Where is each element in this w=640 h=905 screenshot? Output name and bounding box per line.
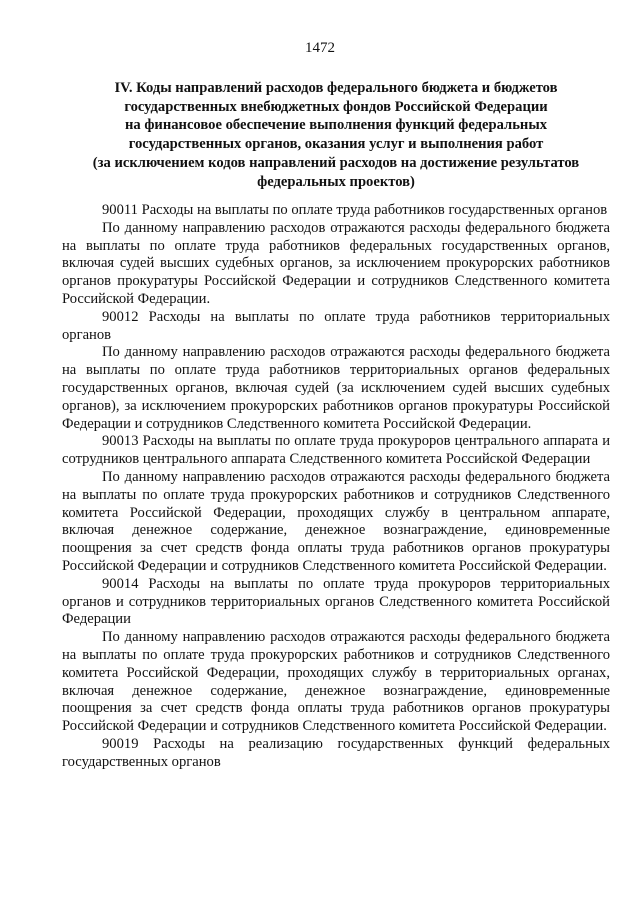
heading-line: (за исключением кодов направлений расходов на достижение результатов [92,154,580,171]
code-description-90014: По данному направлению расходов отражаются расходы федерального бюджета на выплаты по оплате труда прокурорских работников и сотрудников Следственного комитета Российской Федерации, проходящих службу в территориальных органах, включая денежное содержание, денежное вознаграждение, единовременные поощрения за счет средств фонда оплаты труда работников органов прокуратуры Российской Федерации и сотрудников Следственного комитета Российской Федерации. [62,629,610,735]
heading-line: IV. Коды направлений расходов федерального бюджета и бюджетов [114,80,558,96]
heading-line: на финансовое обеспечение выполнения функций федеральных [124,117,548,134]
heading-line: государственных органов, оказания услуг и выполнения работ [128,136,544,153]
code-description-90011: По данному направлению расходов отражаются расходы федерального бюджета на выплаты по оплате труда работников федеральных государственных органов, включая судей высших судебных органов, за исключением прокурорских работников органов прокуратуры Российской Федерации и сотрудников Следственного комитета Российской Федерации. [62,219,610,307]
heading-line: государственных внебюджетных фондов Российской Федерации [124,98,548,115]
heading-line: федеральных проектов) [257,173,415,190]
code-title-90011: 90011 Расходы на выплаты по оплате труда работников государственных органов [102,202,608,218]
section-heading [62,79,610,191]
code-title-90013: 90013 Расходы на выплаты по оплате труда прокуроров центрального аппарата и сотрудников центрального аппарата Следственного комитета Российской Федерации [62,433,610,468]
code-title-90019: 90019 Расходы на реализацию государственных функций федеральных государственных органов [62,735,610,770]
code-title-90012: 90012 Расходы на выплаты по оплате труда работников территориальных органов [62,308,610,343]
code-description-90012: По данному направлению расходов отражаются расходы федерального бюджета на выплаты по оплате труда работников территориальных органов федеральных государственных органов, включая судей (за исключением судей высших судебных органов), за исключением прокурорских работников органов прокуратуры Российской Федерации и сотрудников Следственного комитета Российской Федерации. [62,344,610,432]
code-title-90014: 90014 Расходы на выплаты по оплате труда прокуроров территориальных органов и сотрудников территориальных органов Следственного комитета Российской Федерации [62,575,610,628]
code-description-90013: По данному направлению расходов отражаются расходы федерального бюджета на выплаты по оплате труда прокурорских работников и сотрудников Следственного комитета Российской Федерации, проходящих службу в центральном аппарате, включая денежное содержание, денежное вознаграждение, единовременные поощрения за счет средств фонда оплаты труда работников органов прокуратуры Российской Федерации и сотрудников Следственного комитета Российской Федерации. [62,468,610,574]
document-body [62,202,610,772]
page-number: 1472 [305,40,335,56]
